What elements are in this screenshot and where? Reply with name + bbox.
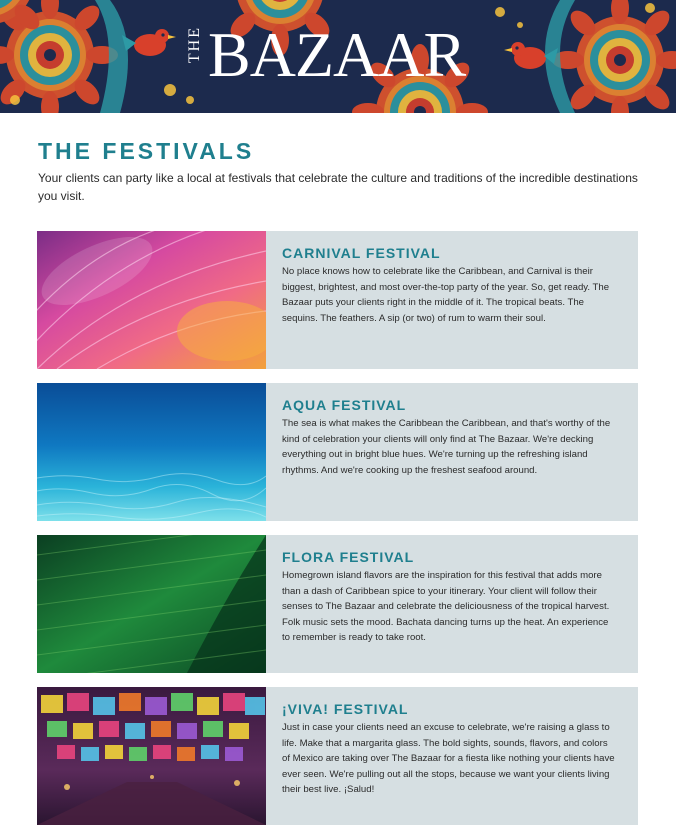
header-banner xyxy=(0,0,676,113)
festival-title: ¡VIVA! FESTIVAL xyxy=(282,701,409,717)
intro-paragraph: Your clients can party like a local at festivals that celebrate the culture and traditions of the incredible destinations you visit. xyxy=(38,171,638,203)
festival-title: FLORA FESTIVAL xyxy=(282,549,415,565)
festival-title: AQUA FESTIVAL xyxy=(282,397,407,413)
festival-description: Homegrown island flavors are the inspiration for this festival that adds more than a dash of Caribbean spice to your itinerary. Your client will follow their senses to The Bazaar and celebrate the deliciousness of the tropical harvest. Folk music sets the mood. Bachata dancing turns up the heat. An experience to remember is ready to take root. xyxy=(282,570,610,644)
logo-the-text: THE xyxy=(186,26,203,64)
viva-papel-picado-image xyxy=(37,687,266,825)
festival-card-aqua xyxy=(37,383,638,521)
carnival-feathers-image xyxy=(37,231,266,369)
flora-leaf-image xyxy=(37,535,266,673)
festival-card-viva xyxy=(37,687,638,825)
festival-description: No place knows how to celebrate like the Caribbean, and Carnival is their biggest, brightest, and most over-the-top party of the year. So, get ready. The Bazaar puts your clients right in the middle of it. The tropical beats. The sequins. The feathers. A sip (or two) of rum to warm their soul. xyxy=(282,266,610,324)
festival-card-carnival xyxy=(37,231,638,369)
logo-bazaar-text: BAZAAR xyxy=(208,19,466,90)
festival-description: Just in case your clients need an excuse to celebrate, we're raising a glass to life. Make that a margarita glass. The bold sights, sounds, flavors, and colors of Mexico are taking over The Bazaar for a fiesta like nothing your clients have ever seen. We're pulling out all the stops, because we want your clients living their best live. ¡Salud! xyxy=(282,722,615,796)
page-title: THE FESTIVALS xyxy=(38,138,255,164)
aqua-sea-image xyxy=(37,383,266,521)
bazaar-logo xyxy=(180,20,490,90)
festival-description: The sea is what makes the Caribbean the Caribbean, and that's worthy of the kind of celebration your clients will only find at The Bazaar. We're decking everything out in bright blue hues. We're turning up the refreshing island rhythms. And we're cooking up the freshest seafood around. xyxy=(282,418,611,476)
festival-title: CARNIVAL FESTIVAL xyxy=(282,245,441,261)
festival-card-flora xyxy=(37,535,638,673)
